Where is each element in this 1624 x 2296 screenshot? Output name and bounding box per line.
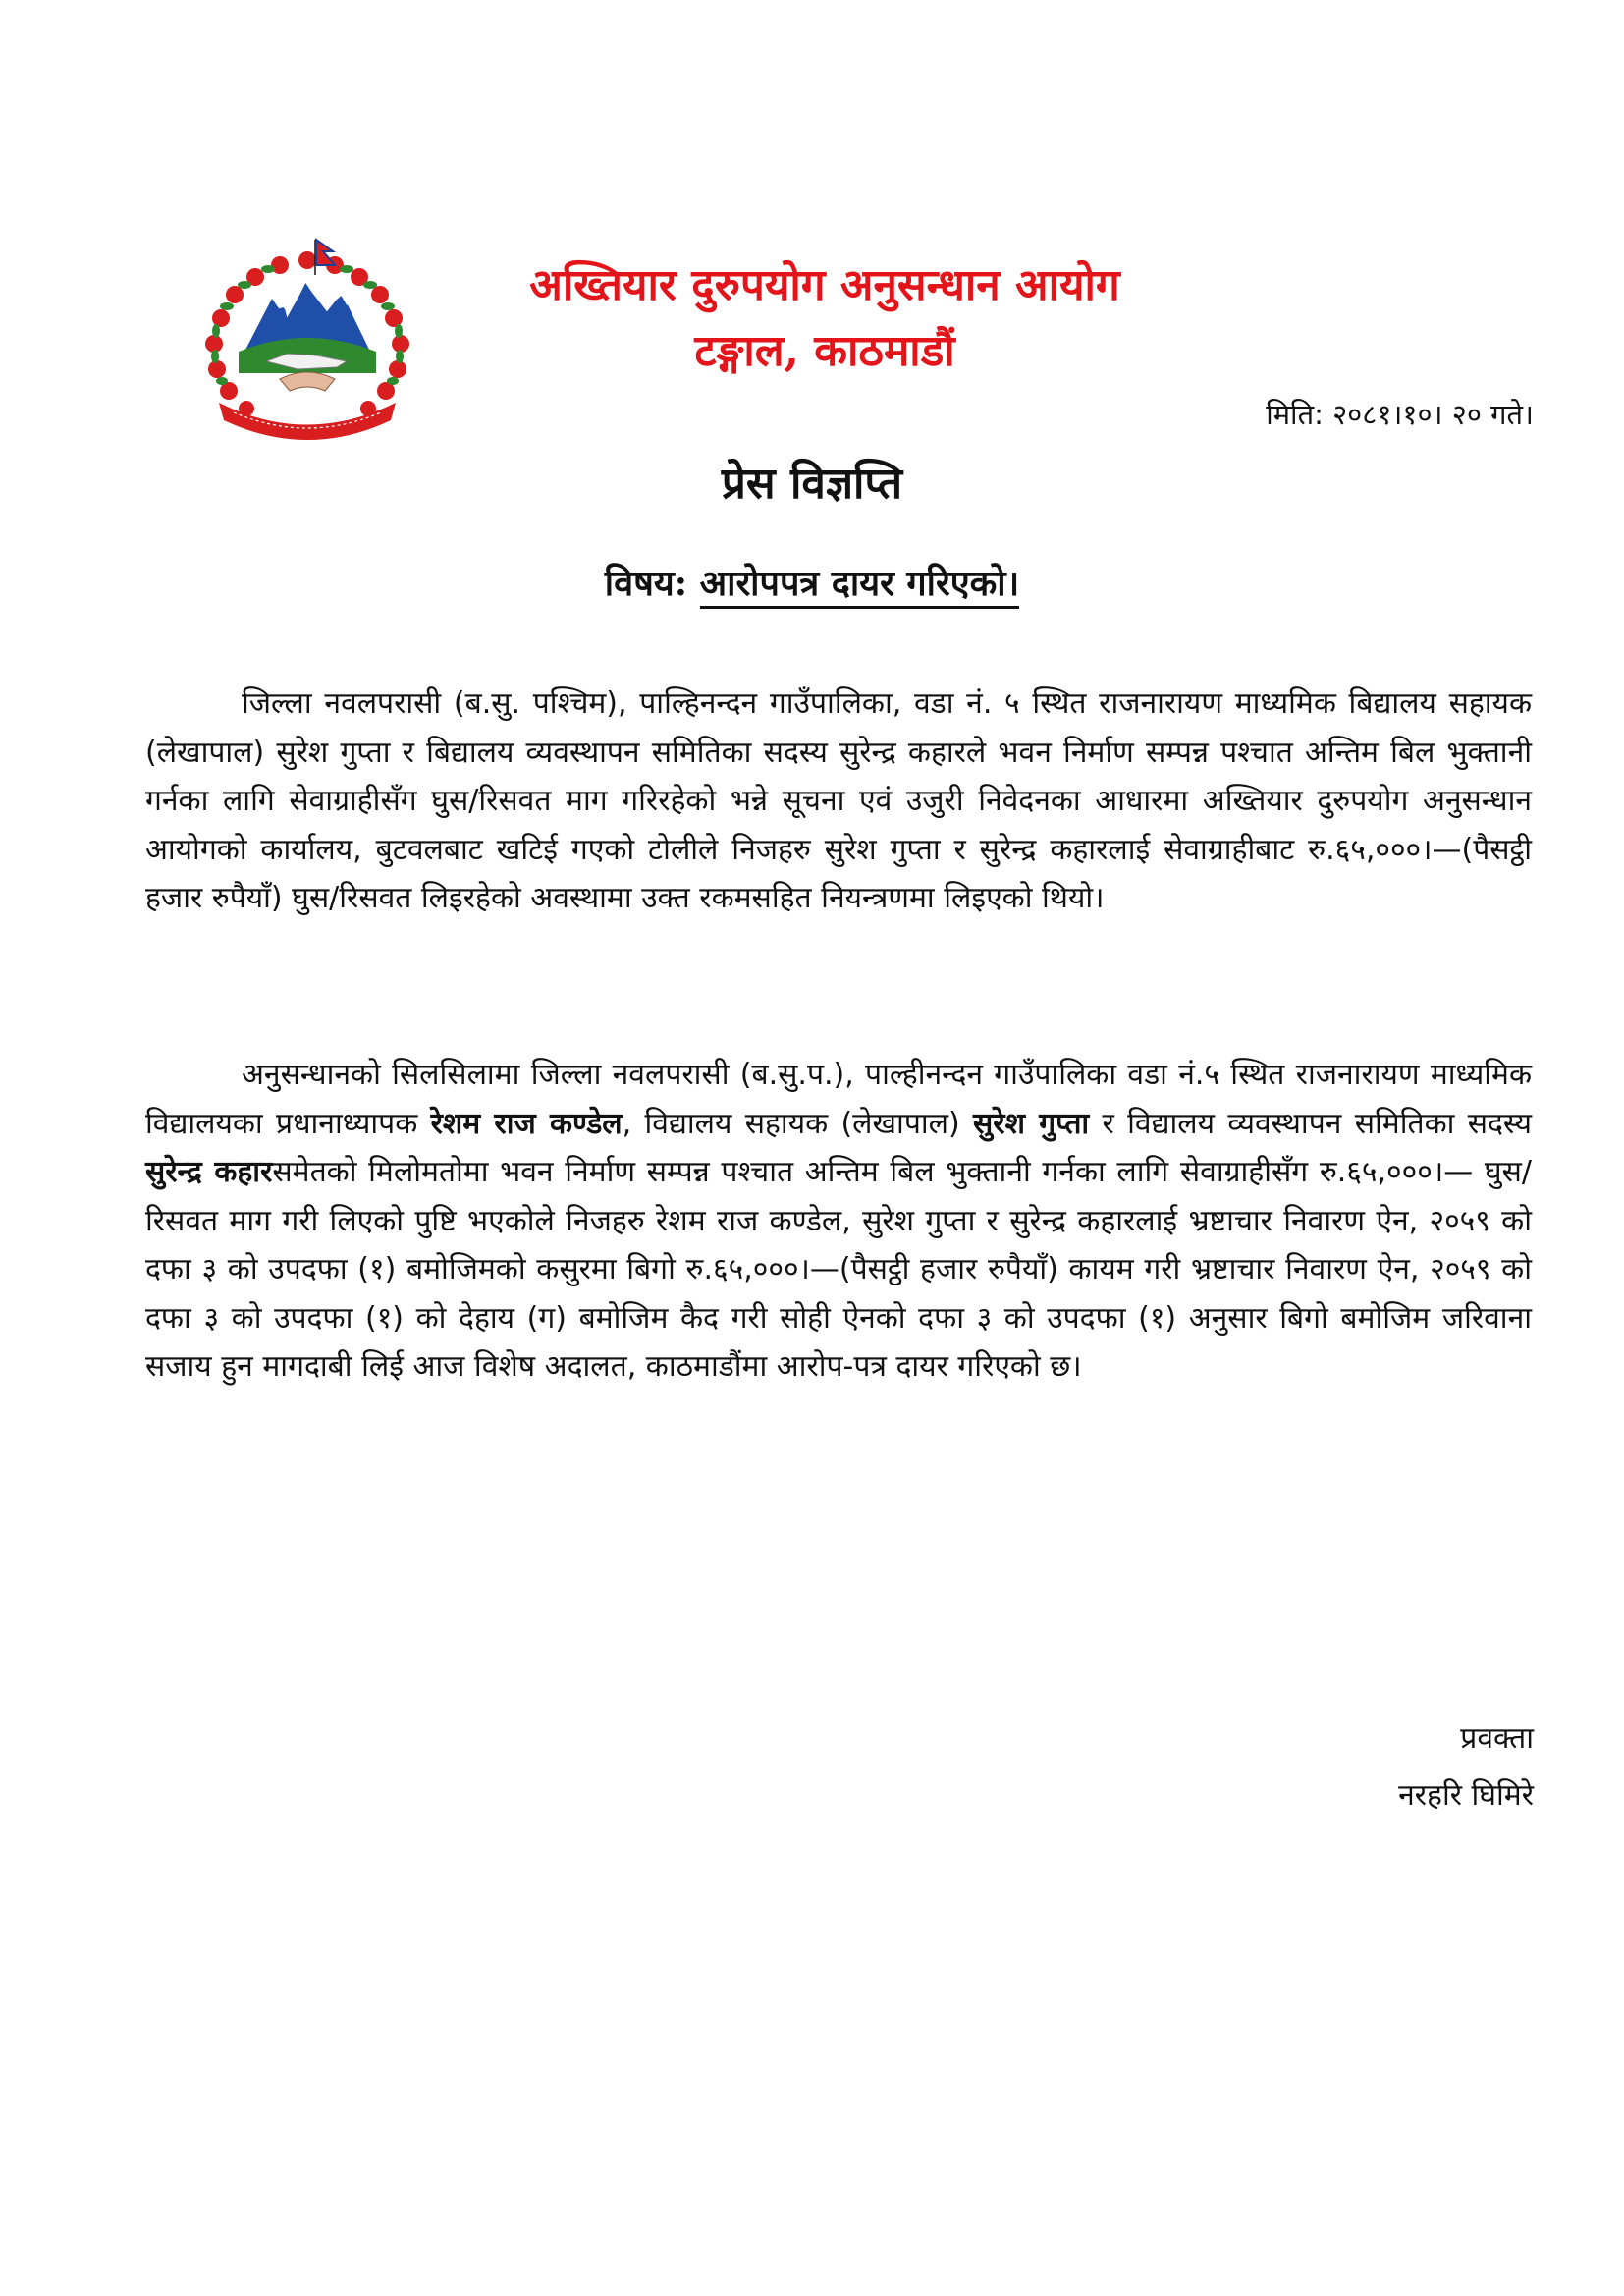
paragraph-2-text: र विद्यालय व्यवस्थापन समितिका सदस्य xyxy=(1089,1106,1532,1141)
accused-name-2: सुरेश गुप्ता xyxy=(973,1106,1090,1141)
organization-location: टङ्गाल, काठमाडौं xyxy=(694,326,955,376)
nepal-emblem-icon xyxy=(189,236,425,442)
accused-name-1: रेशम राज कण्डेल xyxy=(430,1106,623,1141)
paragraph-2-text: समेतको मिलोमतोमा भवन निर्माण सम्पन्न पश्चात अन्तिम बिल भुक्तानी गर्नका लागि सेवाग्राहीसँग रु.६५,०००।— घुस/रिसवत माग गरी लिएको पुष्टि भएकोले निजहरु रेशम राज कण्डेल, सुरेश गुप्ता र सुरेन्द्र कहारलाई भ्रष्टाचार निवारण ऐन, २०५९ को दफा ३ को उपदफा (१) बमोजिमको कसुरमा बिगो रु.६५,०००।—(पैसट्ठी हजार रुपैयाँ) कायम गरी भ्रष्टाचार निवारण ऐन, २०५९ को दफा ३ को उपदफा (१) को देहाय (ग) बमोजिम कैद गरी सोही ऐनको दफा ३ को उपदफा (१) अनुसार बिगो बमोजिम जरिवाना सजाय हुन मागदाबी लिई आज विशेष अदालत, काठमाडौंमा आरोप-पत्र दायर गरिएको छ। xyxy=(145,1155,1532,1384)
paragraph-2-text: , विद्यालय सहायक (लेखापाल) xyxy=(622,1106,974,1141)
spokesperson-name: नरहरि घिमिरे xyxy=(1398,1778,1534,1813)
subject-label: विषय: xyxy=(604,563,688,604)
paragraph-2-text: अनुसन्धानको सिलसिलामा जिल्ला नवलपरासी (ब.सु.प.), पाल्हीनन्दन गाउँपालिका वडा नं.५ स्थित राजनारायण माध्यमिक विद्यालयका प्रधानाध्यापक xyxy=(145,1058,1532,1141)
organization-name: अख्तियार दुरुपयोग अनुसन्धान आयोग xyxy=(529,260,1120,310)
paragraph-2 xyxy=(145,1051,1532,1392)
document-date: मिति: २०८१।१०। २० गते। xyxy=(1266,398,1534,431)
subject-value: आरोपपत्र दायर गरिएको। xyxy=(700,563,1020,609)
paragraph-1: जिल्ला नवलपरासी (ब.सु. पश्चिम), पाल्हिनन्दन गाउँपालिका, वडा नं. ५ स्थित राजनारायण माध्यमिक बिद्यालय सहायक (लेखापाल) सुरेश गुप्ता र बिद्यालय व्यवस्थापन समितिका सदस्य सुरेन्द्र कहारले भवन निर्माण सम्पन्न पश्चात अन्तिम बिल भुक्तानी गर्नका लागि सेवाग्राहीसँग घुस/रिसवत माग गरिरहेको भन्ने सूचना एवं उजुरी निवेदनका आधारमा अख्तियार दुरुपयोग अनुसन्धान आयोगको कार्यालय, बुटवलबाट खटिई गएको टोलीले निजहरु सुरेश गुप्ता र सुरेन्द्र कहारलाई सेवाग्राहीबाट रु.६५,०००।—(पैसट्ठी हजार रुपैयाँ) घुस/रिसवत लिइरहेको अवस्थामा उक्त रकमसहित नियन्त्रणमा लिइएको थियो। xyxy=(145,686,1532,915)
document-title: प्रेस विज्ञप्ति xyxy=(721,459,903,509)
spokesperson-title: प्रवक्ता xyxy=(1460,1722,1534,1756)
accused-name-3: सुरेन्द्र कहार xyxy=(145,1155,273,1189)
subject-line xyxy=(0,558,1624,606)
